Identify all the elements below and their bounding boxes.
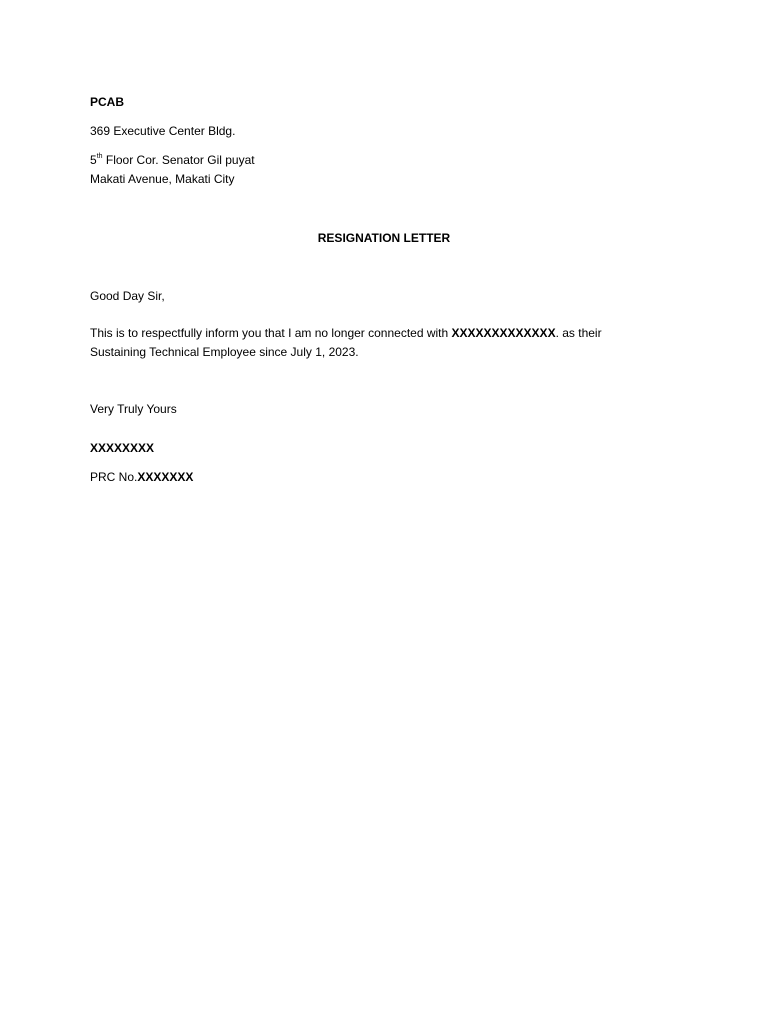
signatory-name: XXXXXXXX (90, 441, 155, 455)
body-part-1: This is to respectfully inform you that I am no longer connected with (90, 326, 452, 340)
letter-title: RESIGNATION LETTER (317, 231, 451, 245)
salutation: Good Day Sir, (90, 289, 165, 303)
company-name: XXXXXXXXXXXXX (451, 326, 556, 340)
address-line-1: 369 Executive Center Bldg. (90, 124, 236, 138)
floor-number: 5 (90, 153, 97, 167)
recipient-name: PCAB (90, 95, 125, 109)
body-part-2: . as their (555, 326, 602, 340)
address-line-2-rest: Floor Cor. Senator Gil puyat (102, 153, 255, 167)
floor-suffix: th (96, 153, 103, 160)
body-line-2: Sustaining Technical Employee since July 1, 2023. (90, 345, 359, 359)
prc-number-line (90, 470, 193, 484)
closing: Very Truly Yours (90, 402, 177, 416)
prc-number: XXXXXXX (137, 470, 194, 484)
body-line-1 (90, 326, 602, 340)
prc-label: PRC No. (90, 470, 138, 484)
address-line-2 (90, 153, 255, 167)
address-line-3: Makati Avenue, Makati City (90, 172, 235, 186)
